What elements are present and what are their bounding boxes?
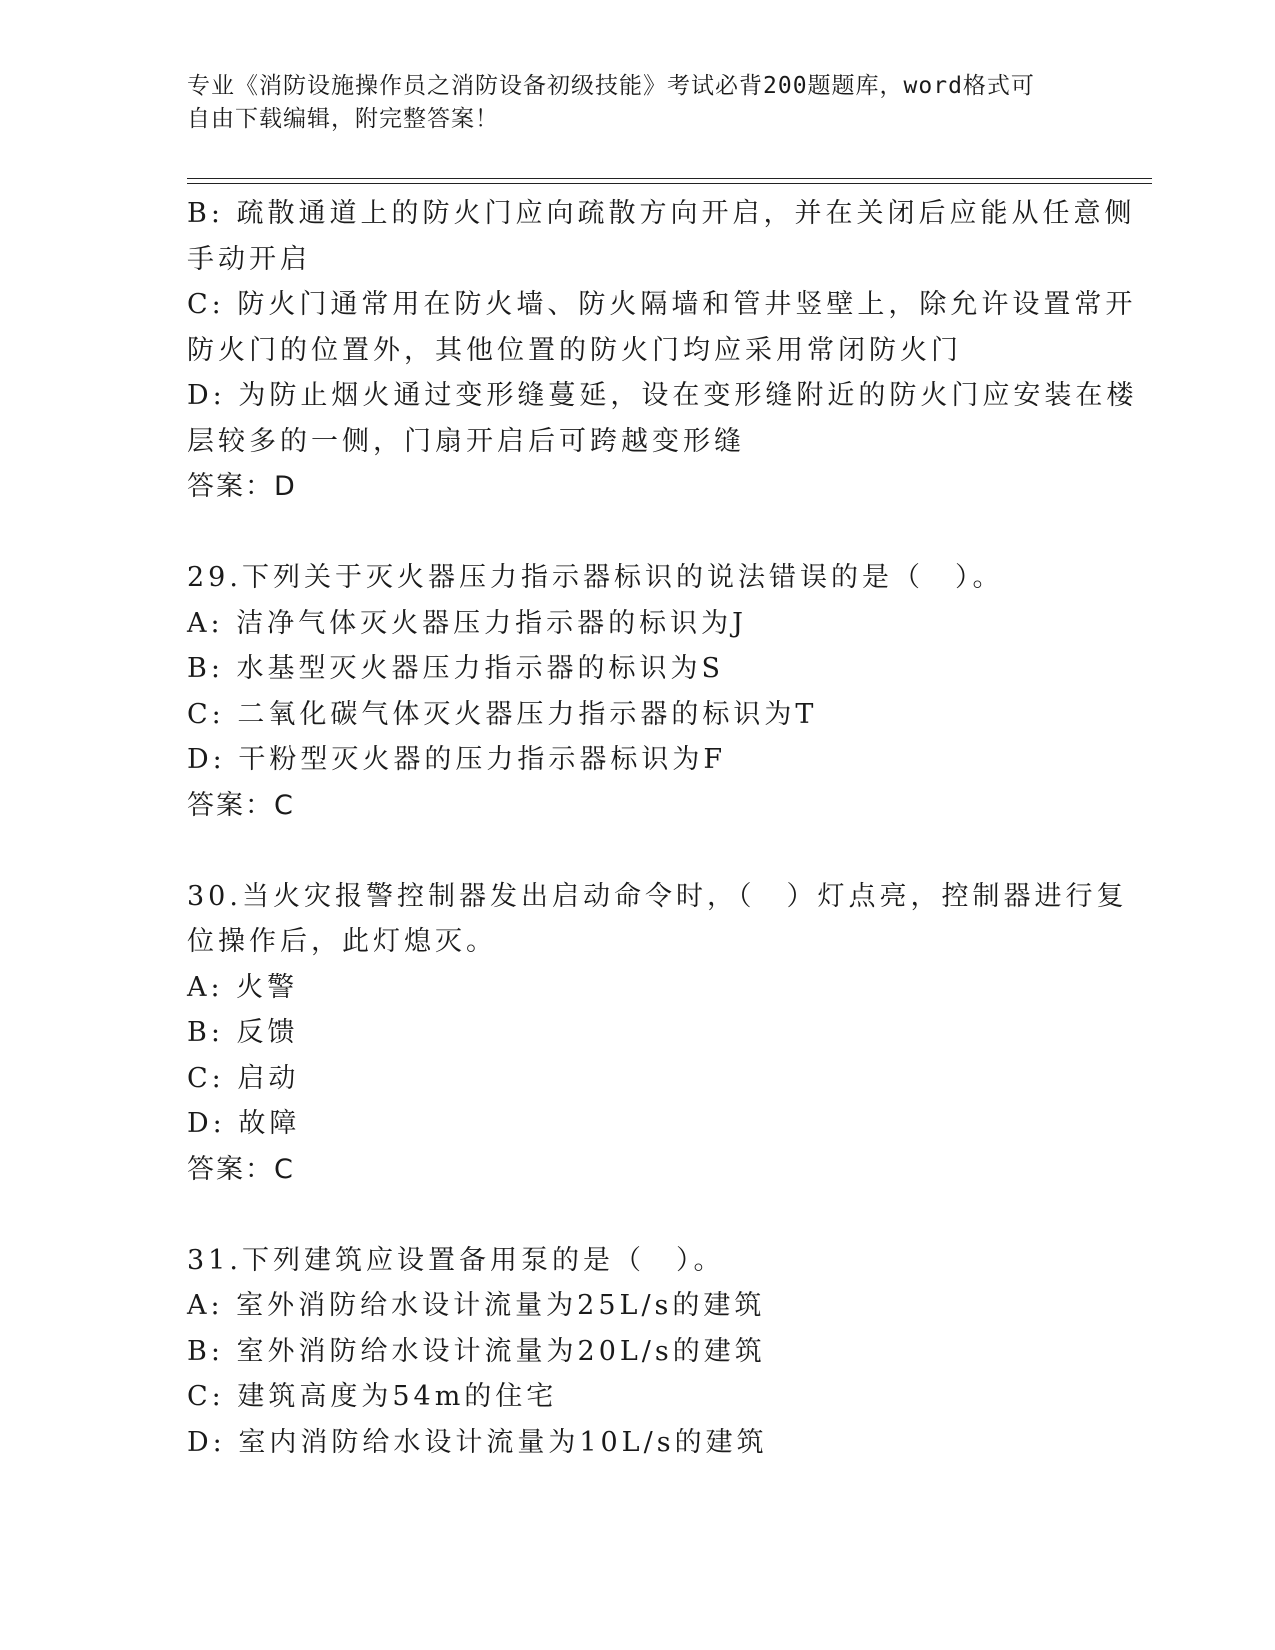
question-stem-line-2: 位操作后，此灯熄灭。	[187, 926, 497, 957]
question-28	[187, 191, 1138, 510]
question-30	[187, 874, 1128, 1193]
option-a: A: 室外消防给水设计流量为25L/s的建筑	[187, 1290, 766, 1321]
question-list	[187, 191, 1138, 1465]
option-b: B: 室外消防给水设计流量为20L/s的建筑	[187, 1335, 766, 1367]
question-stem: 31.下列建筑应设置备用泵的是（ ）。	[187, 1244, 725, 1276]
option-b: B: 反馈	[187, 1017, 299, 1048]
spacer	[187, 828, 1087, 874]
answer-label: 答案：D	[187, 471, 297, 502]
question-stem: 29.下列关于灭火器压力指示器标识的说法错误的是（ ）。	[187, 562, 1004, 593]
option-b: B: 水基型灭火器压力指示器的标识为S	[187, 653, 725, 684]
question-29	[187, 555, 1087, 828]
option-c: C: 二氧化碳气体灭火器压力指示器的标识为T	[187, 698, 818, 730]
option-b-line-1: B: 疏散通道上的防火门应向疏散方向开启，并在关闭后应能从任意侧	[187, 198, 1136, 229]
option-d: D: 干粉型灭火器的压力指示器标识为F	[187, 744, 727, 775]
document-header	[187, 70, 1067, 136]
option-c-line-1: C: 防火门通常用在防火墙、防火隔墙和管井竖壁上，除允许设置常开	[187, 289, 1137, 320]
header-line-2: 自由下载编辑，附完整答案！	[187, 106, 499, 132]
option-a: A: 火警	[187, 971, 299, 1003]
header-divider-bottom	[187, 183, 1152, 184]
option-b-line-2: 手动开启	[187, 243, 311, 275]
option-c-line-2: 防火门的位置外，其他位置的防火门均应采用常闭防火门	[187, 334, 962, 366]
header-divider-top	[187, 178, 1152, 179]
question-stem-line-1: 30.当火灾报警控制器发出启动命令时，（ ）灯点亮，控制器进行复	[187, 880, 1128, 912]
option-c: C: 建筑高度为54m的住宅	[187, 1381, 558, 1412]
option-d: D: 室内消防给水设计流量为10L/s的建筑	[187, 1426, 768, 1458]
option-d-line-2: 层较多的一侧，门扇开启后可跨越变形缝	[187, 425, 745, 457]
header-line-1: 专业《消防设施操作员之消防设备初级技能》考试必背200题题库，word格式可	[187, 73, 1035, 99]
answer-label: 答案：C	[187, 789, 295, 821]
option-a: A: 洁净气体灭火器压力指示器的标识为J	[187, 607, 748, 639]
option-d-line-1: D: 为防止烟火通过变形缝蔓延，设在变形缝附近的防火门应安装在楼	[187, 380, 1138, 411]
answer-label: 答案：C	[187, 1153, 295, 1185]
option-c: C: 启动	[187, 1062, 300, 1094]
spacer	[187, 510, 1087, 556]
spacer	[187, 1192, 1087, 1238]
option-d: D: 故障	[187, 1108, 301, 1139]
question-31	[187, 1238, 1087, 1466]
